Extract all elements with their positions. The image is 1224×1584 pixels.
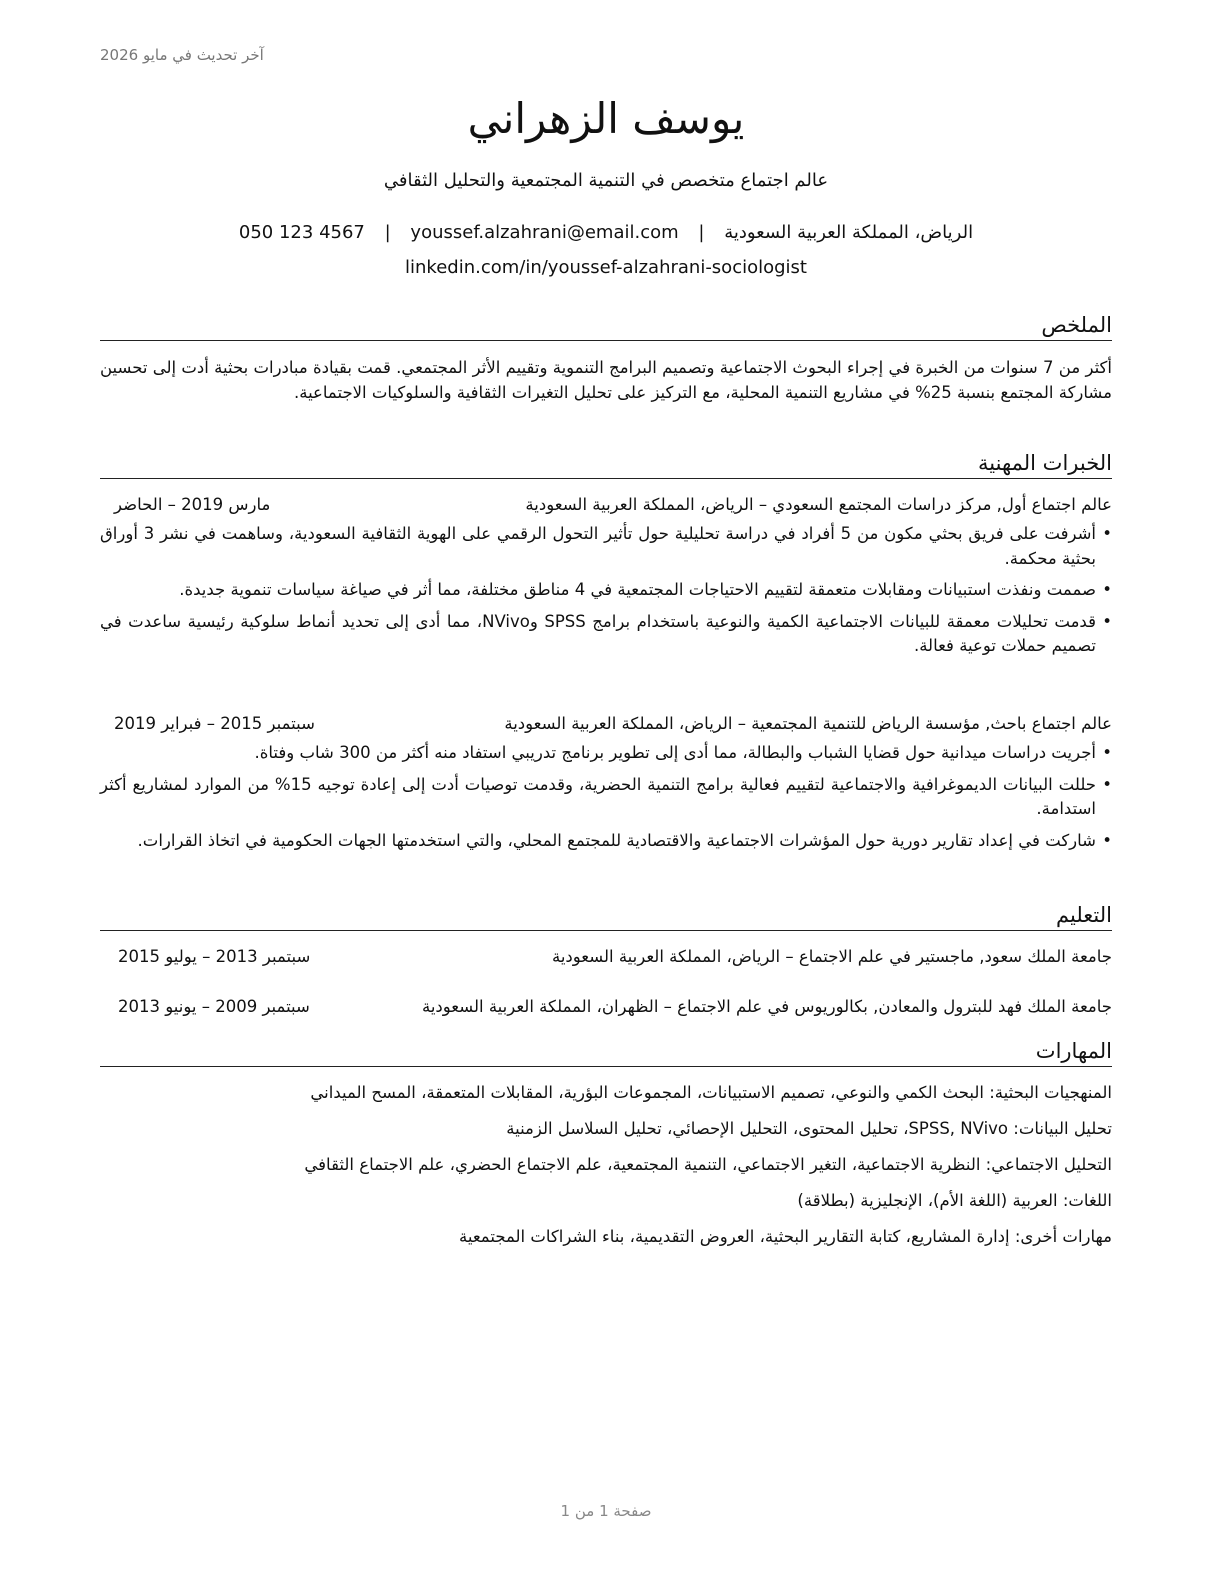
job-title: عالم اجتماع أول, مركز دراسات المجتمع السعودي – الرياض، المملكة العربية السعودية	[525, 495, 1112, 514]
section-title-summary: الملخص	[100, 312, 1112, 341]
education-item	[100, 996, 1112, 1018]
skill-line: المنهجيات البحثية: البحث الكمي والنوعي، تصميم الاستبيانات، المجموعات البؤرية، المقابلات المتعمقة، المسح الميداني	[310, 1083, 1112, 1102]
job-dates: مارس 2019 – الحاضر	[114, 495, 271, 514]
candidate-title: عالم اجتماع متخصص في التنمية المجتمعية والتحليل الثقافي	[383, 170, 829, 191]
section-title-skills: المهارات	[100, 1038, 1112, 1067]
degree: جامعة الملك سعود, ماجستير في علم الاجتماع – الرياض، المملكة العربية السعودية	[551, 947, 1112, 966]
resume-page	[100, 0, 1112, 1584]
bullet-item: • قدمت تحليلات معمقة للبيانات الاجتماعية الكمية والنوعية باستخدام برامج SPSS وNVivo، مما أدى إلى تحديد أنماط سلوكية رئيسية ساعدت في تصميم حملات توعية فعالة.	[100, 611, 1112, 655]
bullet-item: • شاركت في إعداد تقارير دورية حول المؤشرات الاجتماعية والاقتصادية للمجتمع المحلي، والتي استخدمتها الجهات الحكومية في اتخاذ القرارات.	[137, 830, 1112, 850]
skills-list	[100, 1082, 1112, 1262]
education-dates: سبتمبر 2013 – يوليو 2015	[118, 947, 311, 966]
skill-line: التحليل الاجتماعي: النظرية الاجتماعية، التغير الاجتماعي، التنمية المجتمعية، علم الاجتماع الحضري، علم الاجتماع الثقافي	[304, 1155, 1112, 1174]
candidate-name: يوسف الزهراني	[467, 94, 745, 143]
education-dates: سبتمبر 2009 – يونيو 2013	[118, 997, 310, 1016]
last-updated: آخر تحديث في مايو 2026	[100, 46, 264, 64]
page-number: صفحة 1 من 1	[560, 1502, 652, 1520]
job-bullets	[100, 741, 1112, 860]
degree: جامعة الملك فهد للبترول والمعادن, بكالوريوس في علم الاجتماع – الظهران، المملكة العربية السعودية	[421, 997, 1112, 1016]
separator: |	[384, 222, 391, 243]
job-header	[100, 713, 1112, 735]
education-item	[100, 946, 1112, 968]
bullet-item: • أشرفت على فريق بحثي مكون من 5 أفراد في دراسة تحليلية حول تأثير التحول الرقمي على الهوية الثقافية السعودية، وساهمت في نشر 3 أوراق بحثية محكمة.	[100, 524, 1112, 568]
linkedin-link[interactable]: linkedin.com/in/youssef-alzahrani-sociologist	[405, 257, 807, 278]
skill-line: مهارات أخرى: إدارة المشاريع، كتابة التقارير البحثية، العروض التقديمية، بناء الشراكات المجتمعية	[459, 1227, 1112, 1246]
bullet-item: • أجريت دراسات ميدانية حول قضايا الشباب والبطالة، مما أدى إلى تطوير برنامج تدريبي استفاد منه أكثر من 300 شاب وفتاة.	[254, 743, 1112, 762]
contact-line	[100, 222, 1112, 243]
separator: |	[698, 222, 705, 243]
bullet-item: • صممت ونفذت استبيانات ومقابلات متعمقة لتقييم الاحتياجات المجتمعية في 4 مناطق مختلفة، مما أثر في صياغة سياسات تنموية جديدة.	[179, 580, 1112, 599]
skill-line: تحليل البيانات: SPSS, NVivo، تحليل المحتوى، التحليل الإحصائي، تحليل السلاسل الزمنية	[506, 1119, 1112, 1138]
section-title-experience: الخبرات المهنية	[100, 450, 1112, 479]
job-dates: سبتمبر 2015 – فبراير 2019	[114, 714, 315, 733]
section-title-education: التعليم	[100, 902, 1112, 931]
email-link[interactable]: youssef.alzahrani@email.com	[410, 222, 679, 243]
skill-line: اللغات: العربية (اللغة الأم)، الإنجليزية (بطلاقة)	[797, 1191, 1112, 1210]
bullet-item: • حللت البيانات الديموغرافية والاجتماعية لتقييم فعالية برامج التنمية الحضرية، وقدمت توصيات أدت إلى إعادة توجيه 15% من الموارد لمشاريع أكثر استدامة.	[100, 774, 1112, 818]
job-bullets	[100, 522, 1112, 666]
location: الرياض، المملكة العربية السعودية	[724, 222, 974, 243]
job-title: عالم اجتماع باحث, مؤسسة الرياض للتنمية المجتمعية – الرياض، المملكة العربية السعودية	[504, 714, 1112, 733]
summary-text: أكثر من 7 سنوات من الخبرة في إجراء البحوث الاجتماعية وتصميم البرامج التنموية وتقييم الأثر المجتمعي. قمت بقيادة مبادرات بحثية أدت إلى تحسين مشاركة المجتمع بنسبة 25% في مشاريع التنمية المحلية، مع التركيز على تحليل التغيرات الثقافية والسلوكيات الاجتماعية.	[100, 358, 1112, 402]
job-header	[100, 494, 1112, 516]
phone-number: 050 123 4567	[238, 222, 365, 243]
